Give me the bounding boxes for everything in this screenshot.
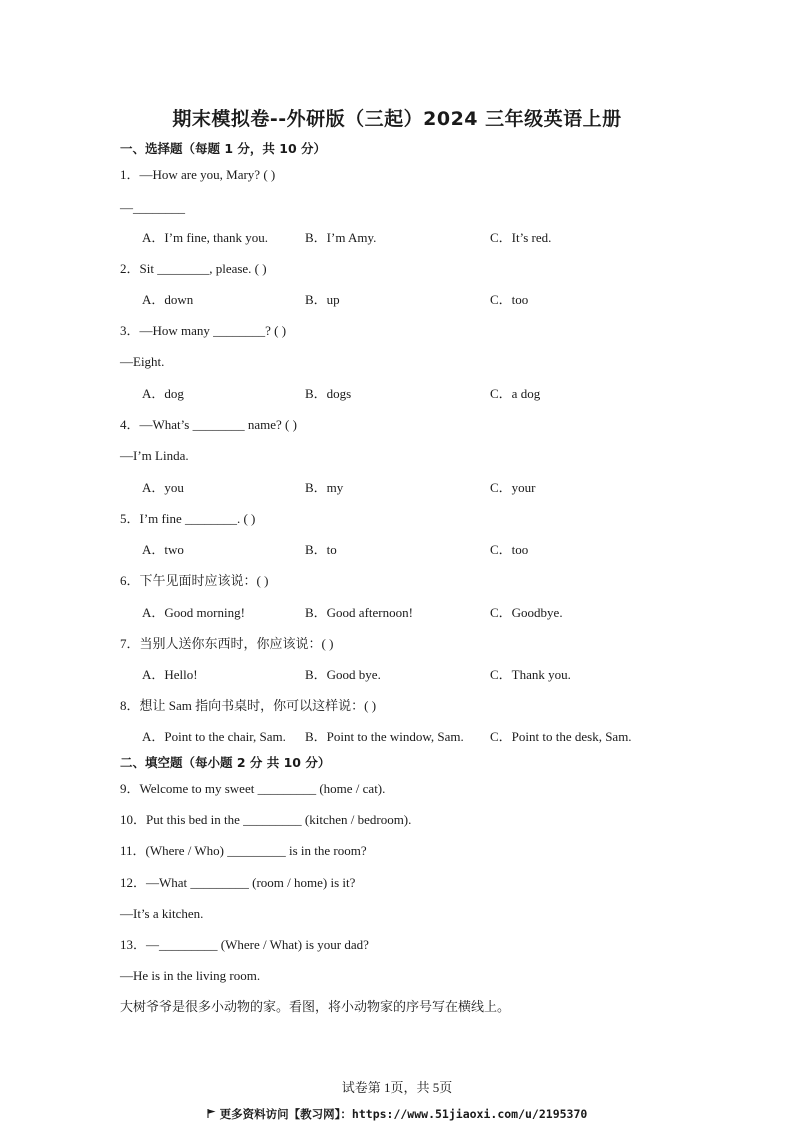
fill-line: 9．Welcome to my sweet _________ (home / cat). — [120, 781, 386, 796]
option-b[interactable]: B．dogs — [305, 386, 352, 401]
option-a[interactable]: A．dog — [142, 386, 184, 401]
fill-line: 12．—What _________ (room / home) is it? — [120, 875, 356, 890]
option-a[interactable]: A．I’m fine, thank you. — [142, 230, 269, 245]
option-c[interactable]: C．Point to the desk, Sam. — [490, 729, 632, 744]
option-a[interactable]: A．you — [142, 480, 184, 495]
footer-link-text[interactable]: 更多资料访问【教习网】：https://www.51jiaoxi.com/u/2195370 — [219, 1107, 588, 1121]
flag-icon — [207, 1109, 216, 1118]
option-c[interactable]: C．It’s red. — [490, 230, 552, 245]
option-c[interactable]: C．too — [490, 292, 529, 307]
question-stem: 7．当别人送你东西时，你应该说：( ) — [120, 636, 334, 651]
fill-line: 11．(Where / Who) _________ is in the room? — [120, 843, 367, 858]
question-stem: 6．下午见面时应该说：( ) — [120, 573, 269, 588]
option-c[interactable]: C．a dog — [490, 386, 541, 401]
section-heading-choice: 一、选择题（每题 1 分，共 10 分） — [120, 141, 327, 156]
option-a[interactable]: A．Point to the chair, Sam. — [142, 729, 286, 744]
question-stem: 4．—What’s ________ name? ( ) — [120, 417, 297, 432]
question-stem: 2．Sit ________, please. ( ) — [120, 261, 267, 276]
option-c[interactable]: C．Goodbye. — [490, 605, 563, 620]
question-stem: 3．—How many ________? ( ) — [120, 323, 287, 338]
option-c[interactable]: C．Thank you. — [490, 667, 571, 682]
option-b[interactable]: B．Good afternoon! — [305, 605, 413, 620]
question-answer-line: —________ — [120, 200, 185, 215]
option-a[interactable]: A．Good morning! — [142, 605, 245, 620]
option-b[interactable]: B．Point to the window, Sam. — [305, 729, 464, 744]
option-c[interactable]: C．too — [490, 542, 529, 557]
option-b[interactable]: B．up — [305, 292, 340, 307]
option-a[interactable]: A．Hello! — [142, 667, 198, 682]
question-answer-line: —Eight. — [120, 354, 165, 369]
option-a[interactable]: A．two — [142, 542, 184, 557]
footer-link[interactable] — [0, 1106, 794, 1122]
option-b[interactable]: B．Good bye. — [305, 667, 381, 682]
instruction-text: 大树爷爷是很多小动物的家。看图，将小动物家的序号写在横线上。 — [120, 999, 511, 1014]
option-a[interactable]: A．down — [142, 292, 194, 307]
question-stem: 5．I’m fine ________. ( ) — [120, 511, 256, 526]
option-b[interactable]: B．I’m Amy. — [305, 230, 377, 245]
fill-line: —He is in the living room. — [120, 968, 261, 983]
fill-line: —It’s a kitchen. — [120, 906, 204, 921]
question-stem: 8．想让 Sam 指向书桌时，你可以这样说：( ) — [120, 698, 377, 713]
section-heading-fill: 二、填空题（每小题 2 分 共 10 分） — [120, 755, 331, 770]
question-answer-line: —I’m Linda. — [120, 448, 189, 463]
question-stem: 1．—How are you, Mary? ( ) — [120, 167, 276, 182]
fill-line: 10．Put this bed in the _________ (kitchen / bedroom). — [120, 812, 412, 827]
option-b[interactable]: B．to — [305, 542, 337, 557]
page-number: 试卷第 1页，共 5页 — [341, 1080, 453, 1095]
option-b[interactable]: B．my — [305, 480, 344, 495]
fill-line: 13．—_________ (Where / What) is your dad? — [120, 937, 369, 952]
page-title: 期末模拟卷--外研版（三起）2024 三年级英语上册 — [172, 108, 622, 130]
option-c[interactable]: C．your — [490, 480, 536, 495]
